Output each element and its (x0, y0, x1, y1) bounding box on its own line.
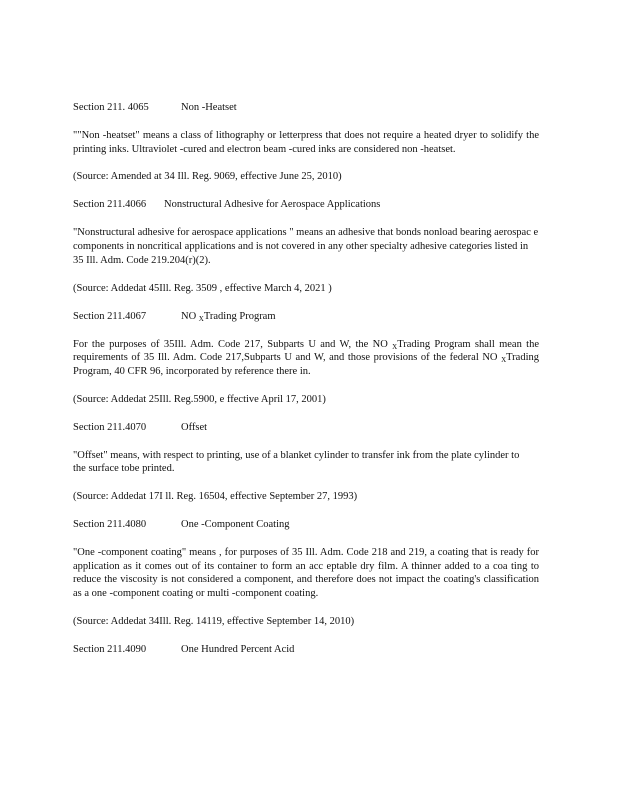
source-note-4070: (Source: Addedat 17I ll. Reg. 16504, effective September 27, 1993) (73, 491, 358, 503)
section-number: Section 211. 4065 (73, 102, 149, 113)
body-part: For the purposes of 35Ill. Adm. Code 217, Subparts U and W, the NO (73, 338, 388, 350)
section-heading-4080 (73, 518, 539, 532)
section-number: Section 211.4090 (73, 643, 147, 655)
section-number: Section 211.4066 (73, 199, 147, 211)
section-heading-4067 (73, 310, 539, 324)
section-body-4066: "Nonstructural adhesive for aerospace applications " means an adhesive that bonds nonload bearing aerospac e components in noncritical applications and is not covered in any other specialty adhesive categories listed in 35 Ill. Adm. Code 219.204(r)(2). (73, 227, 539, 266)
section-title: One -Component Coating (181, 519, 290, 531)
section-body-4067 (73, 338, 539, 379)
section-body-4080: "One -component coating" means , for purposes of 35 Ill. Adm. Code 218 and 219, a coating that is ready for application as it comes out of its container to form an acc eptable dry film. A thinner added to a coa ting to reduce the viscosity is not considered a component, and therefore does not impact the coating's classification as a one -component coating or multi -component coating. (73, 547, 539, 600)
body-part: Trading Program, 40 CFR 96, incorporated by reference there in. (73, 352, 540, 377)
source-note-4066: (Source: Addedat 45Ill. Reg. 3509 , effective March 4, 2021 ) (73, 282, 332, 294)
body-subscript: X (392, 342, 398, 351)
section-body-4065: ""Non -heatset" means a class of lithography or letterpress that does not require a heated dryer to solidify the printing inks. Ultraviolet -cured and electron beam -cured inks are considered non -heatset. (73, 130, 539, 155)
body-subscript: X (501, 356, 507, 365)
document-page (73, 101, 539, 657)
section-number: Section 211.4067 (73, 310, 147, 322)
section-title: Nonstructural Adhesive for Aerospace Applications (164, 199, 381, 211)
section-number: Section 211.4080 (73, 519, 147, 531)
section-title-post: Trading Program (203, 310, 276, 322)
section-title: One Hundred Percent Acid (181, 643, 295, 655)
section-heading-4066 (73, 198, 539, 212)
section-title: Non -Heatset (181, 102, 237, 113)
section-title: Offset (181, 421, 208, 433)
body-part: Trading Program shall mean the requirements of 35 Ill. Adm. Code 217,Subparts U and W, and those provisions of the federal NO (73, 338, 539, 364)
section-heading-4090 (73, 643, 539, 657)
section-heading-4070 (73, 421, 539, 435)
source-note-4065: (Source: Amended at 34 Ill. Reg. 9069, effective June 25, 2010) (73, 171, 342, 183)
section-title-pre: NO (181, 310, 197, 322)
section-body-4070: "Offset" means, with respect to printing, use of a blanket cylinder to transfer ink from the plate cylinder to the surface tobe printed. (73, 449, 520, 475)
section-title-subscript: X (198, 314, 204, 323)
source-note-4080: (Source: Addedat 34Ill. Reg. 14119, effective September 14, 2010) (73, 615, 355, 627)
source-note-4067: (Source: Addedat 25Ill. Reg.5900, e ffective April 17, 2001) (73, 393, 326, 405)
section-number: Section 211.4070 (73, 421, 147, 433)
section-heading-4065 (73, 101, 539, 115)
